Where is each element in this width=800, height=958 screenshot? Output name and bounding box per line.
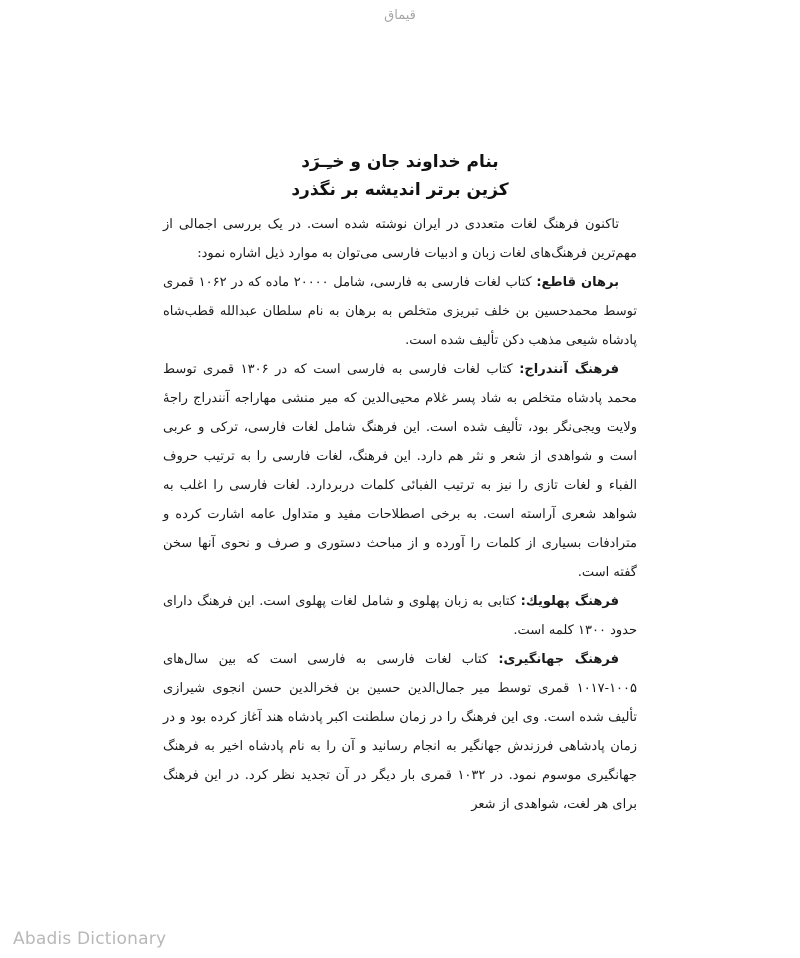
document-page <box>163 148 637 819</box>
title-line-1: بنام خداوند جان و خـِـرَد <box>301 152 499 172</box>
entry-paragraph <box>163 355 637 587</box>
title-line-2: کزین برتر اندیشه بر نگذرد <box>291 180 509 200</box>
entry-term: فرهنگ جهانگیری: <box>498 652 619 667</box>
header-tag: قیماق <box>384 8 416 23</box>
entry-term: فرهنگ پهلویك: <box>520 594 619 609</box>
entry-paragraph <box>163 268 637 355</box>
entry-text: کتاب لغات فارسی به فارسی است که بین سال‌های ۱۰۰۵-۱۰۱۷ قمری توسط میر جمال‌الدین حسین بن فخرالدین حسن انجوی شیرازی تألیف شده است. وی این فرهنگ را در زمان سلطنت اکبر پادشاه هند آغاز کرده بود و در زمان پادشاهی فرزندش جهانگیر به انجام رسانید و آن را به نام پادشاه اخیر به فرهنگ جهانگیری موسوم نمود. در ۱۰۳۲ قمری بار دیگر در آن تجدید نظر کرد. در این فرهنگ برای هر لغت، شواهدی از شعر <box>163 652 637 812</box>
entry-text: کتاب لغات فارسی به فارسی، شامل ۲۰۰۰۰ ماده که در ۱۰۶۲ قمری توسط محمدحسین بن خلف تبریزی متخلص به برهان به نام سلطان عبدالله قطب‌شاه پادشاه شیعی مذهب دکن تألیف شده است. <box>163 275 637 348</box>
entry-paragraph <box>163 645 637 819</box>
entry-text: کتابی به زبان پهلوی و شامل لغات پهلوی است. این فرهنگ دارای حدود ۱۳۰۰ کلمه است. <box>163 594 637 638</box>
footer-brand: Abadis Dictionary <box>13 929 167 949</box>
entry-paragraph <box>163 587 637 645</box>
intro-paragraph: تاکنون فرهنگ لغات متعددی در ایران نوشته شده است. در یک بررسی اجمالی از مهم‌ترین فرهنگ‌های لغات زبان و ادبیات فارسی می‌توان به موارد ذیل اشاره نمود: <box>163 217 637 261</box>
entry-term: فرهنگ آنندراج: <box>519 362 619 377</box>
entry-text: کتاب لغات فارسی به فارسی است که در ۱۳۰۶ قمری توسط محمد پادشاه متخلص به شاد پسر غلام محیی‌الدین که میر منشی مهاراجه آنندراج راجهٔ ولایت ویجی‌نگر بود، تألیف شده است. این فرهنگ شامل لغات فارسی، ترکی و عربی است و شواهدی از شعر و نثر هم دارد. این فرهنگ، لغات فارسی را به ترتیب حروف الفباء و لغات تازی را نیز به ترتیب الفبائی کلمات دربردارد. لغات فارسی را اغلب به شواهد شعری آراسته است. به برخی اصطلاحات مفید و متداول عامه اشارت کرده و مترادفات بسیاری از کلمات را آورده و از مباحث دستوری و صرف و نحوی آنها سخن گفته است. <box>163 362 637 580</box>
entry-term: برهان قاطع: <box>536 275 620 290</box>
